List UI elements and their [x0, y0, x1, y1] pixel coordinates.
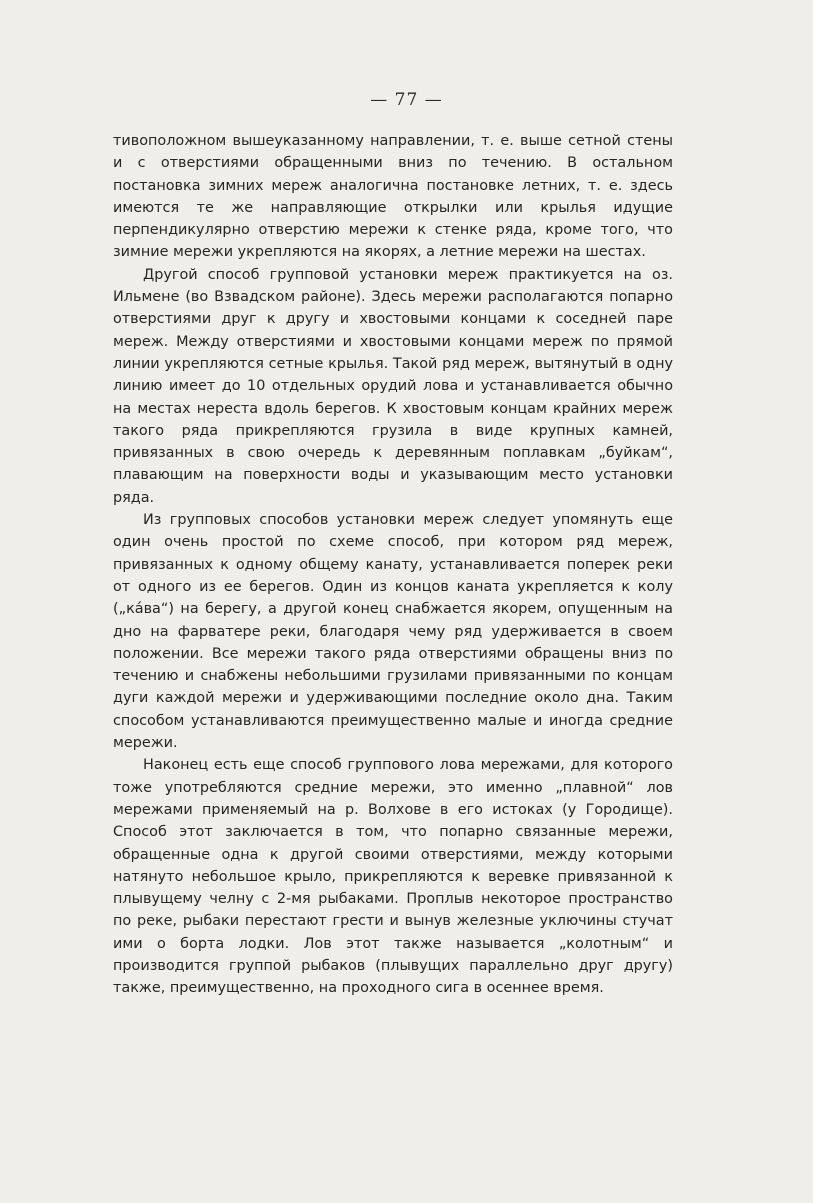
- paragraph-2: Другой способ групповой установки мереж практикуется на оз. Ильмене (во Взвадском районе). Здесь мережи располагаются попарно отверстиями друг к другу и хвостовыми концами к соседней паре мереж. Между отверстиями и хвостовыми концами мереж по прямой линии укрепляются сетные крылья. Такой ряд мереж, вытянутый в одну линию имеет до 10 отдельных орудий лова и устанавливается обычно на местах нереста вдоль берегов. К хвостовым концам крайних мереж такого ряда прикрепляются грузила в виде крупных камней, привязанных в свою очередь к деревянным поплавкам „буйкам“, плавающим на поверхности воды и указывающим место установки ряда.: [113, 266, 673, 506]
- paragraph-1: тивоположном вышеуказанному направлении, т. е. выше сетной стены и с отверстиями обращенными вниз по течению. В остальном постановка зимних мереж аналогична постановке летних, т. е. здесь имеются те же направляющие открылки или крылья идущие перпендикулярно отверстию мережи к стенке ряда, кроме того, что зимние мережи укрепляются на якорях, а летние мережи на шестах.: [113, 133, 673, 261]
- paragraph-3: Из групповых способов установки мереж следует упомянуть еще один очень простой по схеме способ, при котором ряд мереж, привязанных к одному общему канату, устанавливается поперек реки от одного из ее берегов. Один из концов каната укрепляется к колу („ка́ва“) на берегу, а другой конец снабжается якорем, опущенным на дно на фарватере реки, благодаря чему ряд удерживается в своем положении. Все мережи такого ряда отверстиями обращены вниз по течению и снабжены небольшими грузилами привязанными по концам дуги каждой мережи и удерживающими последние около дна. Таким способом устанавливаются преимущественно малые и иногда средние мережи.: [113, 512, 673, 752]
- page-number: — 77 —: [370, 90, 443, 110]
- paragraph-4: Наконец есть еще способ группового лова мережами, для которого тоже употребляются средние мережи, это именно „плавной“ лов мережами применяемый на р. Волхове в его истоках (у Городище). Способ этот заключается в том, что попарно связанные мережи, обращенные одна к другой своими отверстиями, между которыми натянуто небольшое крыло, прикрепляются к веревке привязанной к плывущему челну с 2-мя рыбаками. Проплыв некоторое пространство по реке, рыбаки перестают грести и вынув железные уключины стучат ими о борта лодки. Лов этот также называется „колотным“ и производится группой рыбаков (плывущих параллельно друг другу) также, преимущественно, на проходного сига в осеннее время.: [113, 757, 673, 997]
- body-text: [113, 130, 673, 1000]
